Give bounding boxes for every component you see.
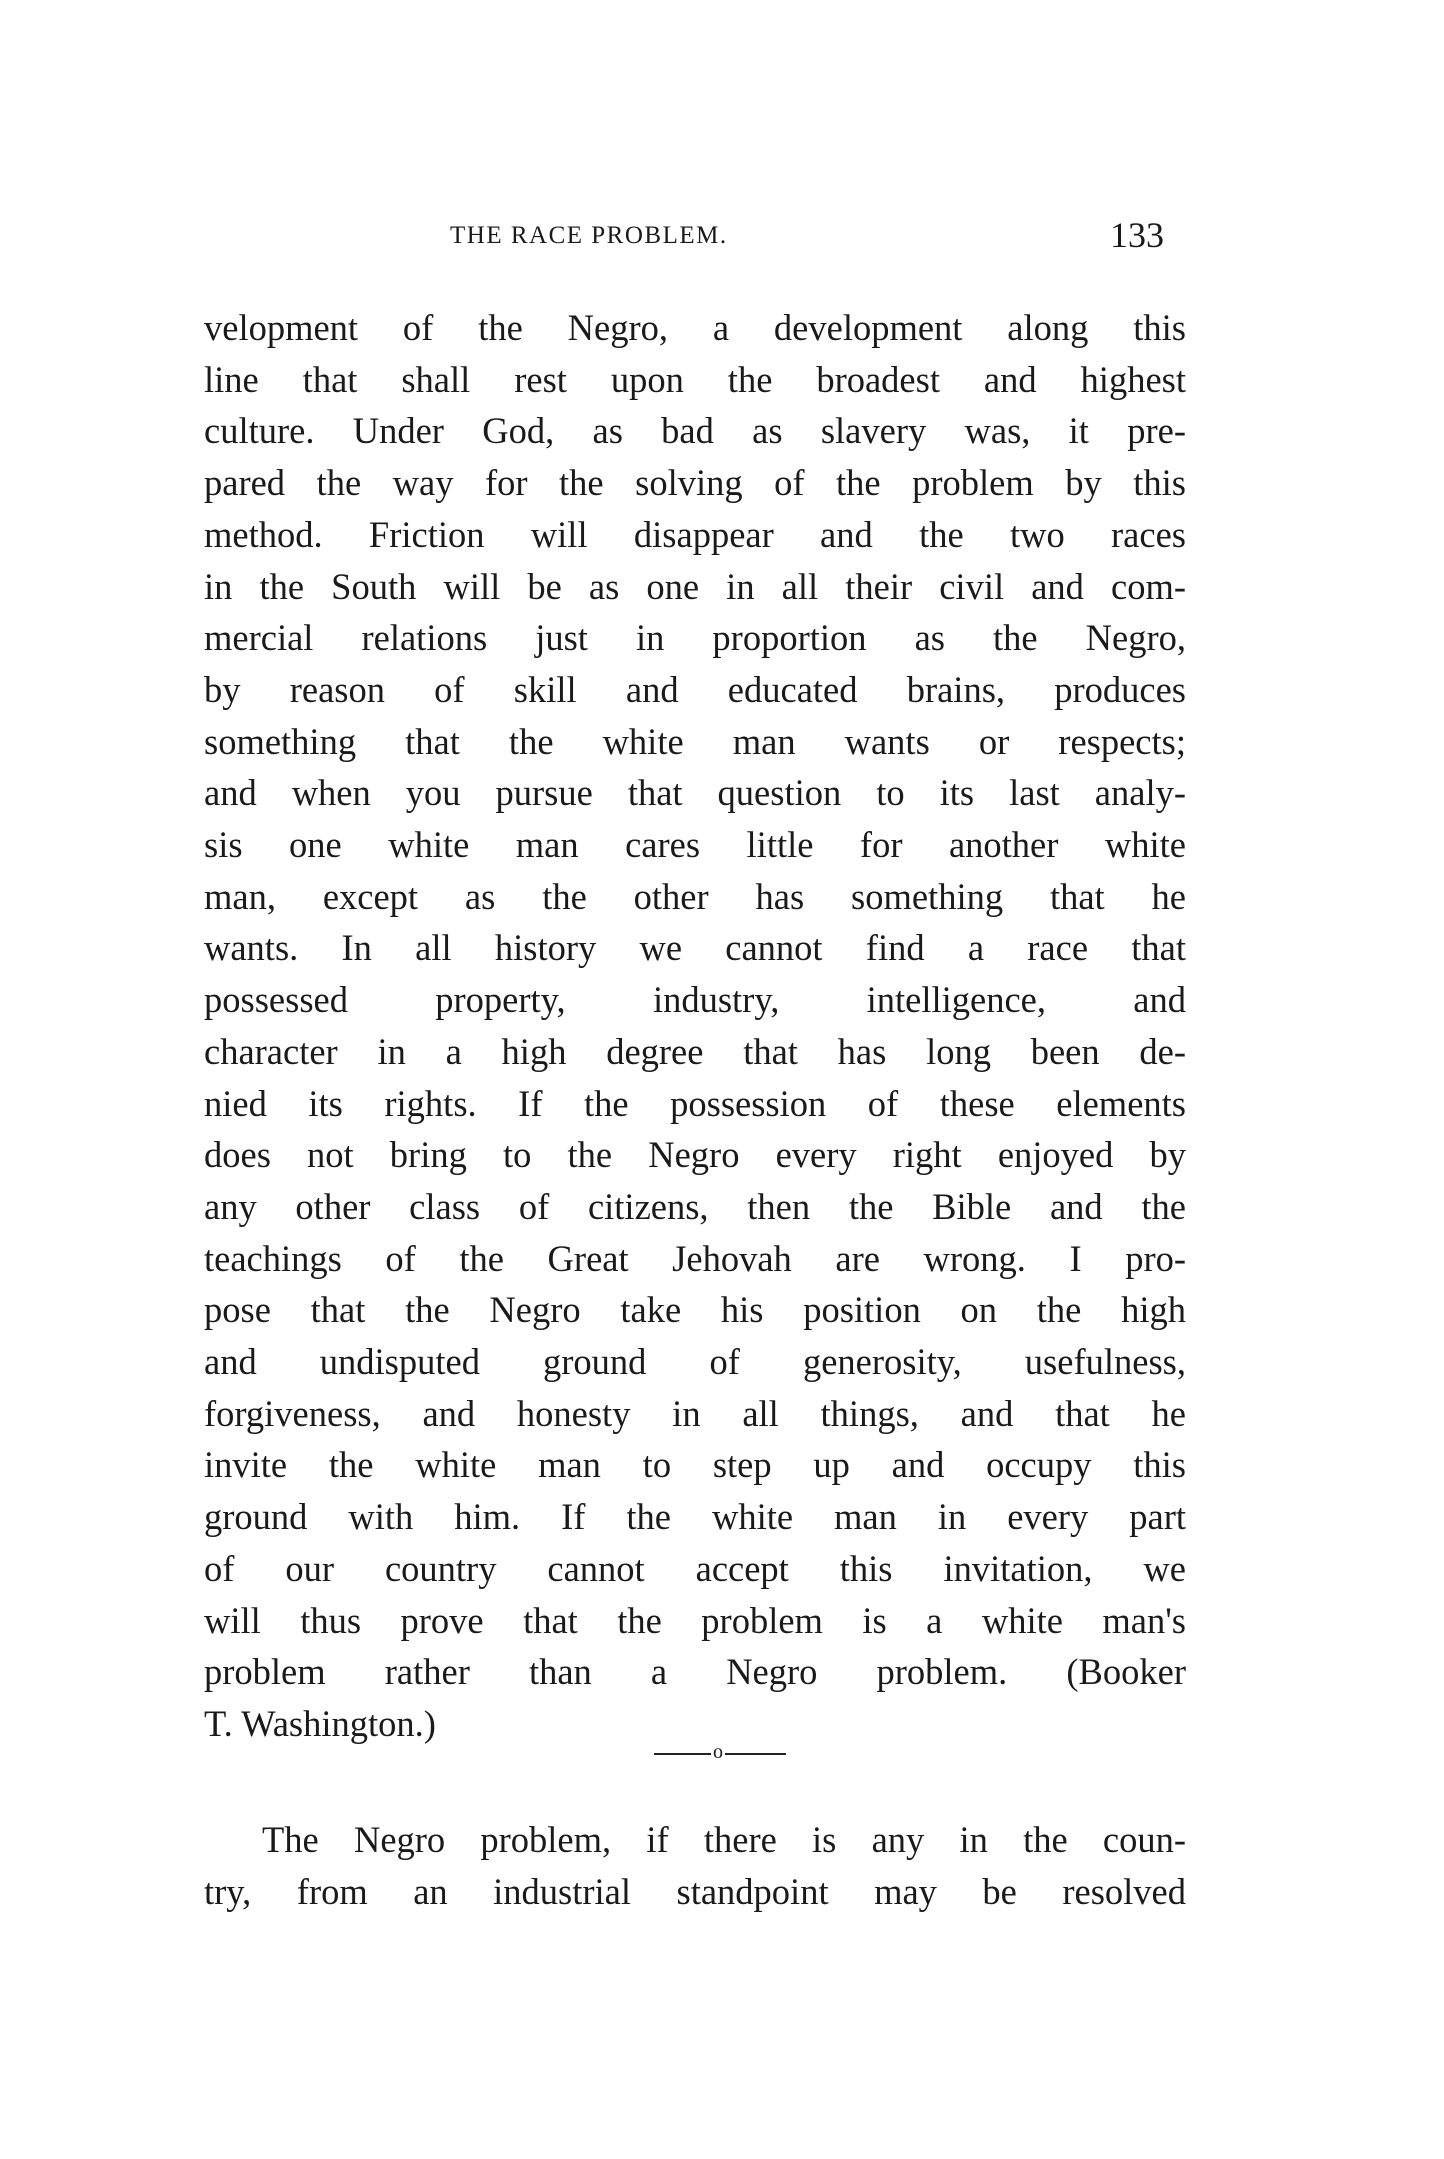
running-title: THE RACE PROBLEM. [450, 222, 728, 249]
text-line: and when you pursue that question to its last analy- [204, 772, 1186, 814]
separator-mark: o [713, 1741, 723, 1763]
text-line: will thus prove that the problem is a white man's [204, 1599, 1186, 1641]
text-line: velopment of the Negro, a development along this [204, 307, 1186, 348]
text-line: culture. Under God, as bad as slavery was, it pre- [204, 410, 1186, 452]
text-line: possessed property, industry, intelligence, and [204, 979, 1186, 1021]
section-separator [654, 1741, 786, 1763]
text-line: invite the white man to step up and occupy this [204, 1444, 1186, 1486]
text-line: man, except as the other has something that he [204, 875, 1186, 917]
text-line: problem rather than a Negro problem. (Booker [204, 1651, 1186, 1693]
text-line: and undisputed ground of generosity, usefulness, [204, 1341, 1186, 1382]
text-line: by reason of skill and educated brains, produces [204, 668, 1186, 710]
text-line: in the South will be as one in all their civil and com- [204, 565, 1186, 607]
text-line: any other class of citizens, then the Bible and the [204, 1185, 1186, 1227]
text-line: of our country cannot accept this invitation, we [204, 1547, 1186, 1589]
text-line: wants. In all history we cannot find a race that [204, 927, 1186, 969]
text-line: pared the way for the solving of the problem by this [204, 462, 1186, 504]
text-line: does not bring to the Negro every right enjoyed by [204, 1134, 1186, 1176]
text-line: mercial relations just in proportion as the Negro, [204, 617, 1186, 659]
text-line: character in a high degree that has long been de- [204, 1030, 1186, 1072]
text-line: method. Friction will disappear and the two races [204, 513, 1186, 555]
text-line: nied its rights. If the possession of these elements [204, 1082, 1186, 1124]
text-line: something that the white man wants or respects; [204, 720, 1186, 762]
text-line: line that shall rest upon the broadest and highest [204, 358, 1186, 400]
text-line: pose that the Negro take his position on the high [204, 1289, 1186, 1331]
text-line: forgiveness, and honesty in all things, and that he [204, 1392, 1186, 1434]
text-line: ground with him. If the white man in every part [204, 1496, 1186, 1538]
page-number: 133 [1110, 215, 1164, 255]
text-line: sis one white man cares little for another white [204, 824, 1186, 865]
text-line: teachings of the Great Jehovah are wrong. I pro- [204, 1237, 1186, 1279]
text-line: try, from an industrial standpoint may be resolved [204, 1870, 1186, 1912]
text-line: The Negro problem, if there is any in the coun- [262, 1819, 1186, 1860]
text-line: T. Washington.) [204, 1702, 436, 1744]
